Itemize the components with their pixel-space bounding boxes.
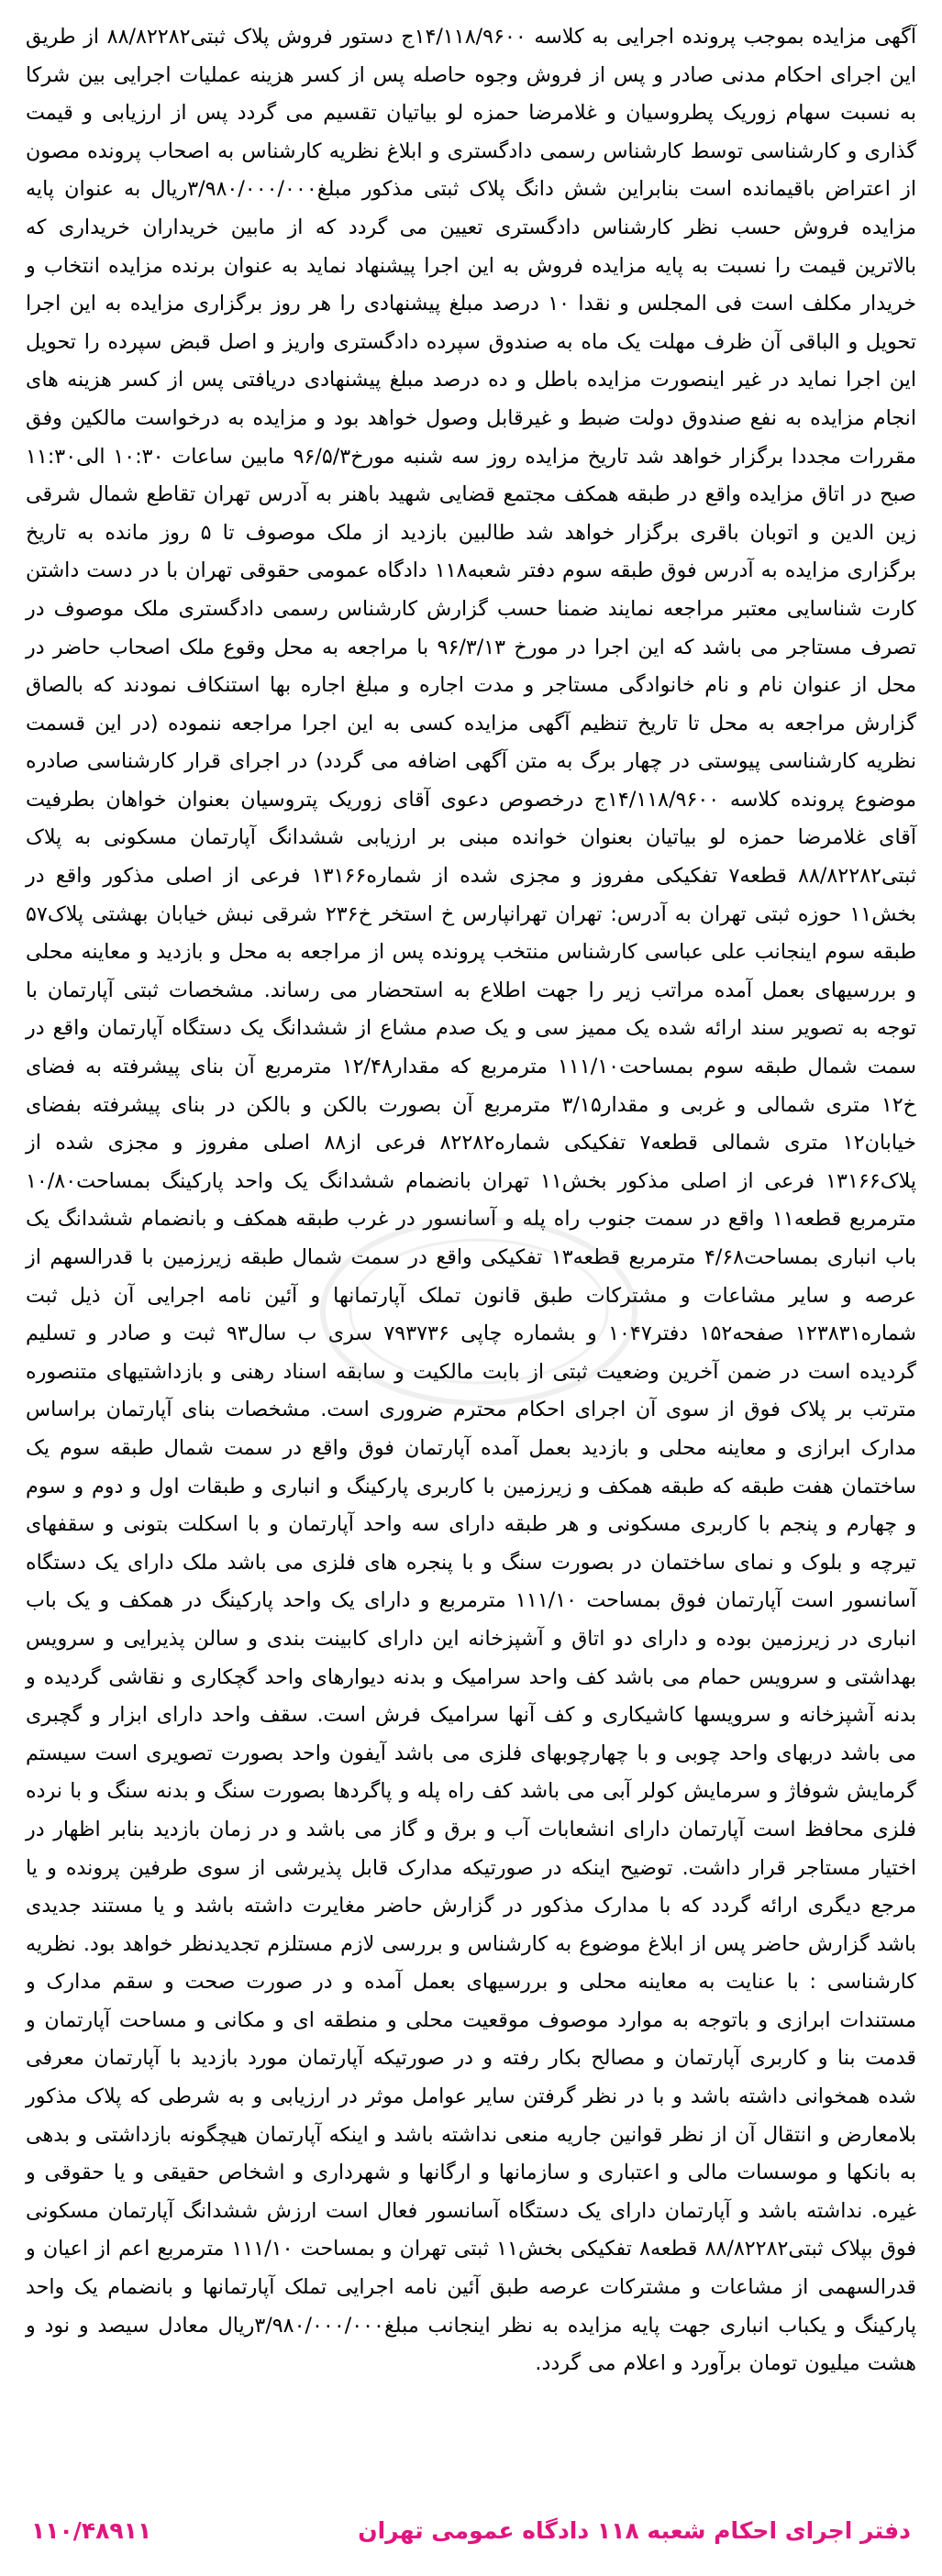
notice-body-text: آگهی مزایده بموجب پرونده اجرایی به کلاسه ۱۴/۱۱۸/۹۶۰۰ج دستور فروش پلاک ثبتی۸۸/۸۲۲۸۲ از طریق این اجرای احکام مدنی صادر و پس از فروش وجوه حاصله پس از کسر هزینه عملیات اجرایی بین شرکا به نسبت سهام زوریک پطروسیان و غلامرضا حمزه لو بیاتیان تقسیم می گردد پس از ارزیابی و قیمت گذاری و کارشناسی توسط کارشناس رسمی دادگستری و ابلاغ نظریه کارشناس به اصحاب پرونده مصون از اعتراض باقیمانده است بنابراین شش دانگ پلاک ثبتی مذکور مبلغ۳/۹۸۰/۰۰۰/۰۰۰ریال به عنوان پایه مزایده فروش حسب نظر کارشناس دادگستری تعیین می گردد که از مابین خریداران خریداری که بالاترین قیمت را نسبت به پایه مزایده فروش به این اجرا پیشنهاد نماید به عنوان برنده مزایده انتخاب و خریدار مکلف است فی المجلس و نقدا ۱۰ درصد مبلغ پیشنهادی را هر روز برگزاری مزایده به این اجرا تحویل و الباقی آن ظرف مهلت یک ماه به صندوق سپرده دادگستری واریز و اصل قبض سپرده را تحویل این اجرا نماید در غیر اینصورت مزایده باطل و ده درصد مبلغ پیشنهادی دریافتی پس از کسر هزینه های انجام مزایده به نفع صندوق دولت ضبط و غیرقابل وصول خواهد بود و مزایده به درخواست مالکین وفق مقررات مجددا برگزار خواهد شد تاریخ مزایده روز سه شنبه مورخ۹۶/۵/۳ مابین ساعات ۱۰:۳۰ الی۱۱:۳۰ صبح در اتاق مزایده واقع در طبقه همکف مجتمع قضایی شهید باهنر به آدرس تهران تقاطع شمال شرقی زین الدین و اتوبان باقری برگزار خواهد شد طالبین بازدید از ملک موصوف تا ۵ روز مانده به تاریخ برگزاری مزایده به آدرس فوق طبقه سوم دفتر شعبه۱۱۸ دادگاه عمومی حقوقی تهران با در دست داشتن کارت شناسایی معتبر مراجعه نمایند ضمنا حسب گزارش کارشناس رسمی دادگستری ملک موصوف در تصرف مستاجر می باشد که این اجرا در مورخ ۹۶/۳/۱۳ با مراجعه به محل وقوع ملک اصحاب حاضر در محل از عنوان نام و نام خانوادگی مستاجر و مدت اجاره و مبلغ اجاره بها استنکاف نمودند که بالصاق گزارش مراجعه به محل تا تاریخ تنظیم آگهی مزایده کسی به این اجرا مراجعه ننموده (در این قسمت نظریه کارشناسی پیوستی در چهار برگ به متن آگهی اضافه می گردد) در اجرای قرار کارشناسی صادره موضوع پرونده کلاسه ۱۴/۱۱۸/۹۶۰۰ج درخصوص دعوی آقای زوریک پتروسیان بعنوان خواهان بطرفیت آقای غلامرضا حمزه لو بیاتیان بعنوان خوانده مبنی بر ارزیابی ششدانگ آپارتمان مسکونی به پلاک ثبتی۸۸/۸۲۲۸۲ قطعه۷ تفکیکی مفروز و مجزی شده از شماره۱۳۱۶۶ فرعی از اصلی مذکور واقع در بخش۱۱ حوزه ثبتی تهران به آدرس: تهران تهرانپارس خ استخر خ۲۳۶ شرقی نبش خیابان بهشتی پلاک۵۷ طبقه سوم اینجانب علی عباسی کارشناس منتخب پرونده پس از مراجعه به محل و بازدید و معاینه محلی و بررسیهای بعمل آمده مراتب زیر را جهت اطلاع به استحضار می رساند. مشخصات ثبتی آپارتمان با توجه به تصویر سند ارائه شده یک ممیز سی و یک صدم مشاع از ششدانگ یک دستگاه آپارتمان واقع در سمت شمال طبقه سوم بمساحت۱۱۱/۱۰ مترمربع که مقدار۱۲/۴۸ مترمربع آن بنای پیشرفته به فضای خ۱۲ متری شمالی و غربی و مقدار۳/۱۵ مترمربع آن بصورت بالکن و بالکن در بنای پیشرفته بفضای خیابان۱۲ متری شمالی قطعه۷ تفکیکی شماره۸۲۲۸۲ فرعی از۸۸ اصلی مفروز و مجزی شده از پلاک۱۳۱۶۶ فرعی از اصلی مذکور بخش۱۱ تهران بانضمام ششدانگ یک واحد پارکینگ بمساحت۱۰/۸۰ مترمربع قطعه۱۱ واقع در سمت جنوب راه پله و آسانسور در غرب طبقه همکف و بانضمام ششدانگ یک باب انباری بمساحت۴/۶۸ مترمربع قطعه۱۳ تفکیکی واقع در سمت شمال طبقه زیرزمین با قدرالسهم از عرصه و سایر مشاعات و مشترکات طبق قانون تملک آپارتمانها و آئین نامه اجرایی آن ذیل ثبت شماره۱۲۳۸۳۱ صفحه۱۵۲ دفتر۱۰۴۷ و بشماره چاپی ۷۹۳۷۳۶ سری ب سال۹۳ ثبت و صادر و تسلیم گردیده است در ضمن آخرین وضعیت ثبتی از بابت مالکیت و سابقه اسناد رهنی و بازداشتیهای متنصوره مترتب بر پلاک فوق از سوی آن اجرای احکام محترم ضروری است. مشخصات بنای آپارتمان براساس مدارک ابرازی و معاینه محلی و بازدید بعمل آمده آپارتمان فوق واقع در سمت شمال طبقه سوم یک ساختمان هفت طبقه که طبقه همکف و زیرزمین با کاربری پارکینگ و انباری و طبقات اول و دوم و سوم و چهارم و پنجم با کاربری مسکونی و هر طبقه دارای سه واحد آپارتمان و با اسکلت بتونی و سقفهای تیرچه و بلوک و نمای ساختمان در بصورت سنگ و با پنجره های فلزی می باشد ملک دارای یک دستگاه آسانسور است آپارتمان فوق بمساحت ۱۱۱/۱۰ مترمربع و دارای یک واحد پارکینگ در همکف و یک باب انباری در زیرزمین بوده و دارای دو اتاق و آشپزخانه این دارای کابینت بندی و سالن پذیرایی و سرویس بهداشتی و سرویس حمام می باشد کف واحد سرامیک و بدنه دیوارهای واحد گچکاری و نقاشی گردیده و بدنه آشپزخانه و سرویسها کاشیکاری و کف آنها سرامیک فرش است. سقف واحد دارای ابزار و گچبری می باشد دربهای واحد چوبی و با چهارچوبهای فلزی می باشد آیفون واحد بصورت تصویری است سیستم گرمایش شوفاژ و سرمایش کولر آبی می باشد کف راه پله و پاگردها بصورت سنگ و بدنه سنگ و با نرده فلزی محافظ است آپارتمان دارای انشعابات آب و برق و گاز می باشد و در زمان بازدید بنابر اظهار در اختیار مستاجر قرار داشت. توضیح اینکه در صورتیکه مدارک قابل پذیرشی از سوی طرفین پرونده و یا مرجع دیگری ارائه گردد که با مدارک مذکور در گزارش حاضر مغایرت داشته باشد و یا مستند جدیدی باشد گزارش حاضر پس از ابلاغ موضوع به کارشناس و بررسی لازم مستلزم تجدیدنظر خواهد بود. نظریه کارشناسی : با عنایت به معاینه محلی و بررسیهای بعمل آمده و در صورت صحت و سقم مدارک و مستندات ابرازی و باتوجه به موارد موصوف موقعیت محلی و منطقه ای و مکانی و مساحت آپارتمان و قدمت بنا و کاربری آپارتمان و مصالح بکار رفته و در صورتیکه آپارتمان مورد بازدید با آپارتمان معرفی شده همخوانی داشته باشد و با در نظر گرفتن سایر عوامل موثر در ارزیابی و به شرطی که پلاک مذکور بلامعارض و انتقال آن از نظر قوانین جاریه منعی نداشته باشد و اینکه آپارتمان هیچگونه بازداشتی و بدهی به بانکها و موسسات مالی و اعتباری و سازمانها و ارگانها و شهرداری و اشخاص حقیقی و یا حقوقی و غیره. نداشته باشد و آپارتمان دارای یک دستگاه آسانسور فعال است ارزش ششدانگ آپارتمان مسکونی فوق بپلاک ثبتی۸۸/۸۲۲۸۲ قطعه۸ تفکیکی بخش۱۱ ثبتی تهران و بمساحت ۱۱۱/۱۰ مترمربع اعم از اعیان و قدرالسهمی از مشاعات و مشترکات عرصه طبق آئین نامه اجرایی تملک آپارتمانها و بانضمام یک واحد پارکینگ و یکباب انباری جهت پایه مزایده به نظر اینجانب مبلغ۳/۹۸۰/۰۰۰/۰۰۰ریال معادل سیصد و نود و هشت میلیون تومان برآورد و اعلام می گردد.: [26, 25, 917, 2376]
footer-issuer-title: دفتر اجرای احکام شعبه ۱۱۸ دادگاه عمومی تهران: [358, 2516, 911, 2544]
notice-footer: [20, 2508, 922, 2552]
notice-page: [20, 18, 922, 2558]
footer-ref-code: ۱۱۰/۴۸۹۱۱: [31, 2516, 152, 2544]
